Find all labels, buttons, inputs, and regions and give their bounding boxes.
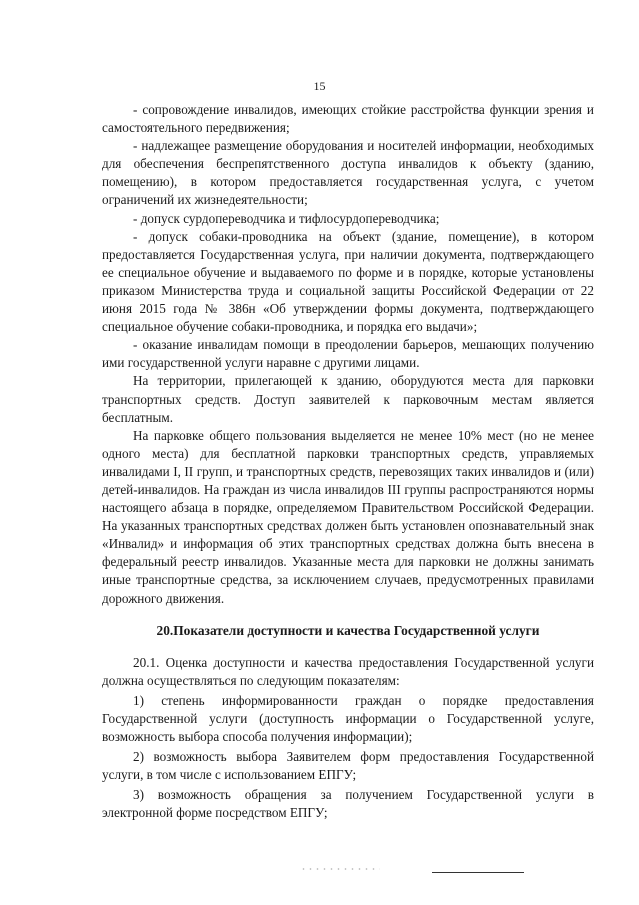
scan-artifact <box>300 866 380 872</box>
paragraph: На территории, прилегающей к зданию, оборудуются места для парковки транспортных средств. Доступ заявителей к парковочным местам является бесплатным. <box>102 373 594 425</box>
paragraph: - надлежащее размещение оборудования и носителей информации, необходимых для обеспечения беспрепятственного доступа инвалидов к объекту (зданию, помещению), в котором предоставляется государственная услуга, с учетом ограничений их жизнедеятельности; <box>102 138 594 208</box>
paragraph: 20.1. Оценка доступности и качества предоставления Государственной услуги должна осуществляться по следующим показателям: <box>102 654 594 688</box>
paragraph: - допуск собаки-проводника на объект (здание, помещение), в котором предоставляется Государственная услуга, при наличии документа, подтверждающего ее специальное обучение и выдаваемого по форме и в порядке, которые установлены приказом Министерства труда и социальной защиты Российской Федерации от 22 июня 2015 года № 386н «Об утверждении формы документа, подтверждающего специальное обучение собаки-проводника, и порядка его выдачи»; <box>102 228 594 335</box>
paragraph: 2) возможность выбора Заявителем форм предоставления Государственной услуги, в том числе с использованием ЕПГУ; <box>102 749 594 783</box>
paragraph: 1) степень информированности граждан о порядке предоставления Государственной услуги (доступность информации о Государственной услуге, возможность выбора способа получения информации); <box>102 692 594 745</box>
paragraph: 3) возможность обращения за получением Государственной услуги в электронной форме посредством ЕПГУ; <box>102 787 594 821</box>
section-heading: 20.Показатели доступности и качества Государственной услуги <box>156 622 540 638</box>
document-body <box>102 101 594 823</box>
footer-rule <box>432 872 524 873</box>
paragraph: - допуск сурдопереводчика и тифлосурдопереводчика; <box>133 210 440 226</box>
page-number: 15 <box>313 79 326 93</box>
paragraph: - оказание инвалидам помощи в преодолении барьеров, мешающих получению ими государственной услуги наравне с другими лицами. <box>102 337 594 371</box>
paragraph: На парковке общего пользования выделяется не менее 10% мест (но не менее одного места) для бесплатной парковки транспортных средств, управляемых инвалидами I, II групп, и транспортных средств, перевозящих таких инвалидов и (или) детей-инвалидов. На граждан из числа инвалидов III группы распространяются нормы настоящего абзаца в порядке, определяемом Правительством Российской Федерации. На указанных транспортных средствах должен быть установлен опознавательный знак «Инвалид» и информация об этих транспортных средствах должна быть внесена в федеральный реестр инвалидов. Указанные места для парковки не должны занимать иные транспортные средства, за исключением случаев, предусмотренных правилами дорожного движения. <box>102 427 594 606</box>
paragraph: - сопровождение инвалидов, имеющих стойкие расстройства функции зрения и самостоятельного передвижения; <box>102 102 594 136</box>
